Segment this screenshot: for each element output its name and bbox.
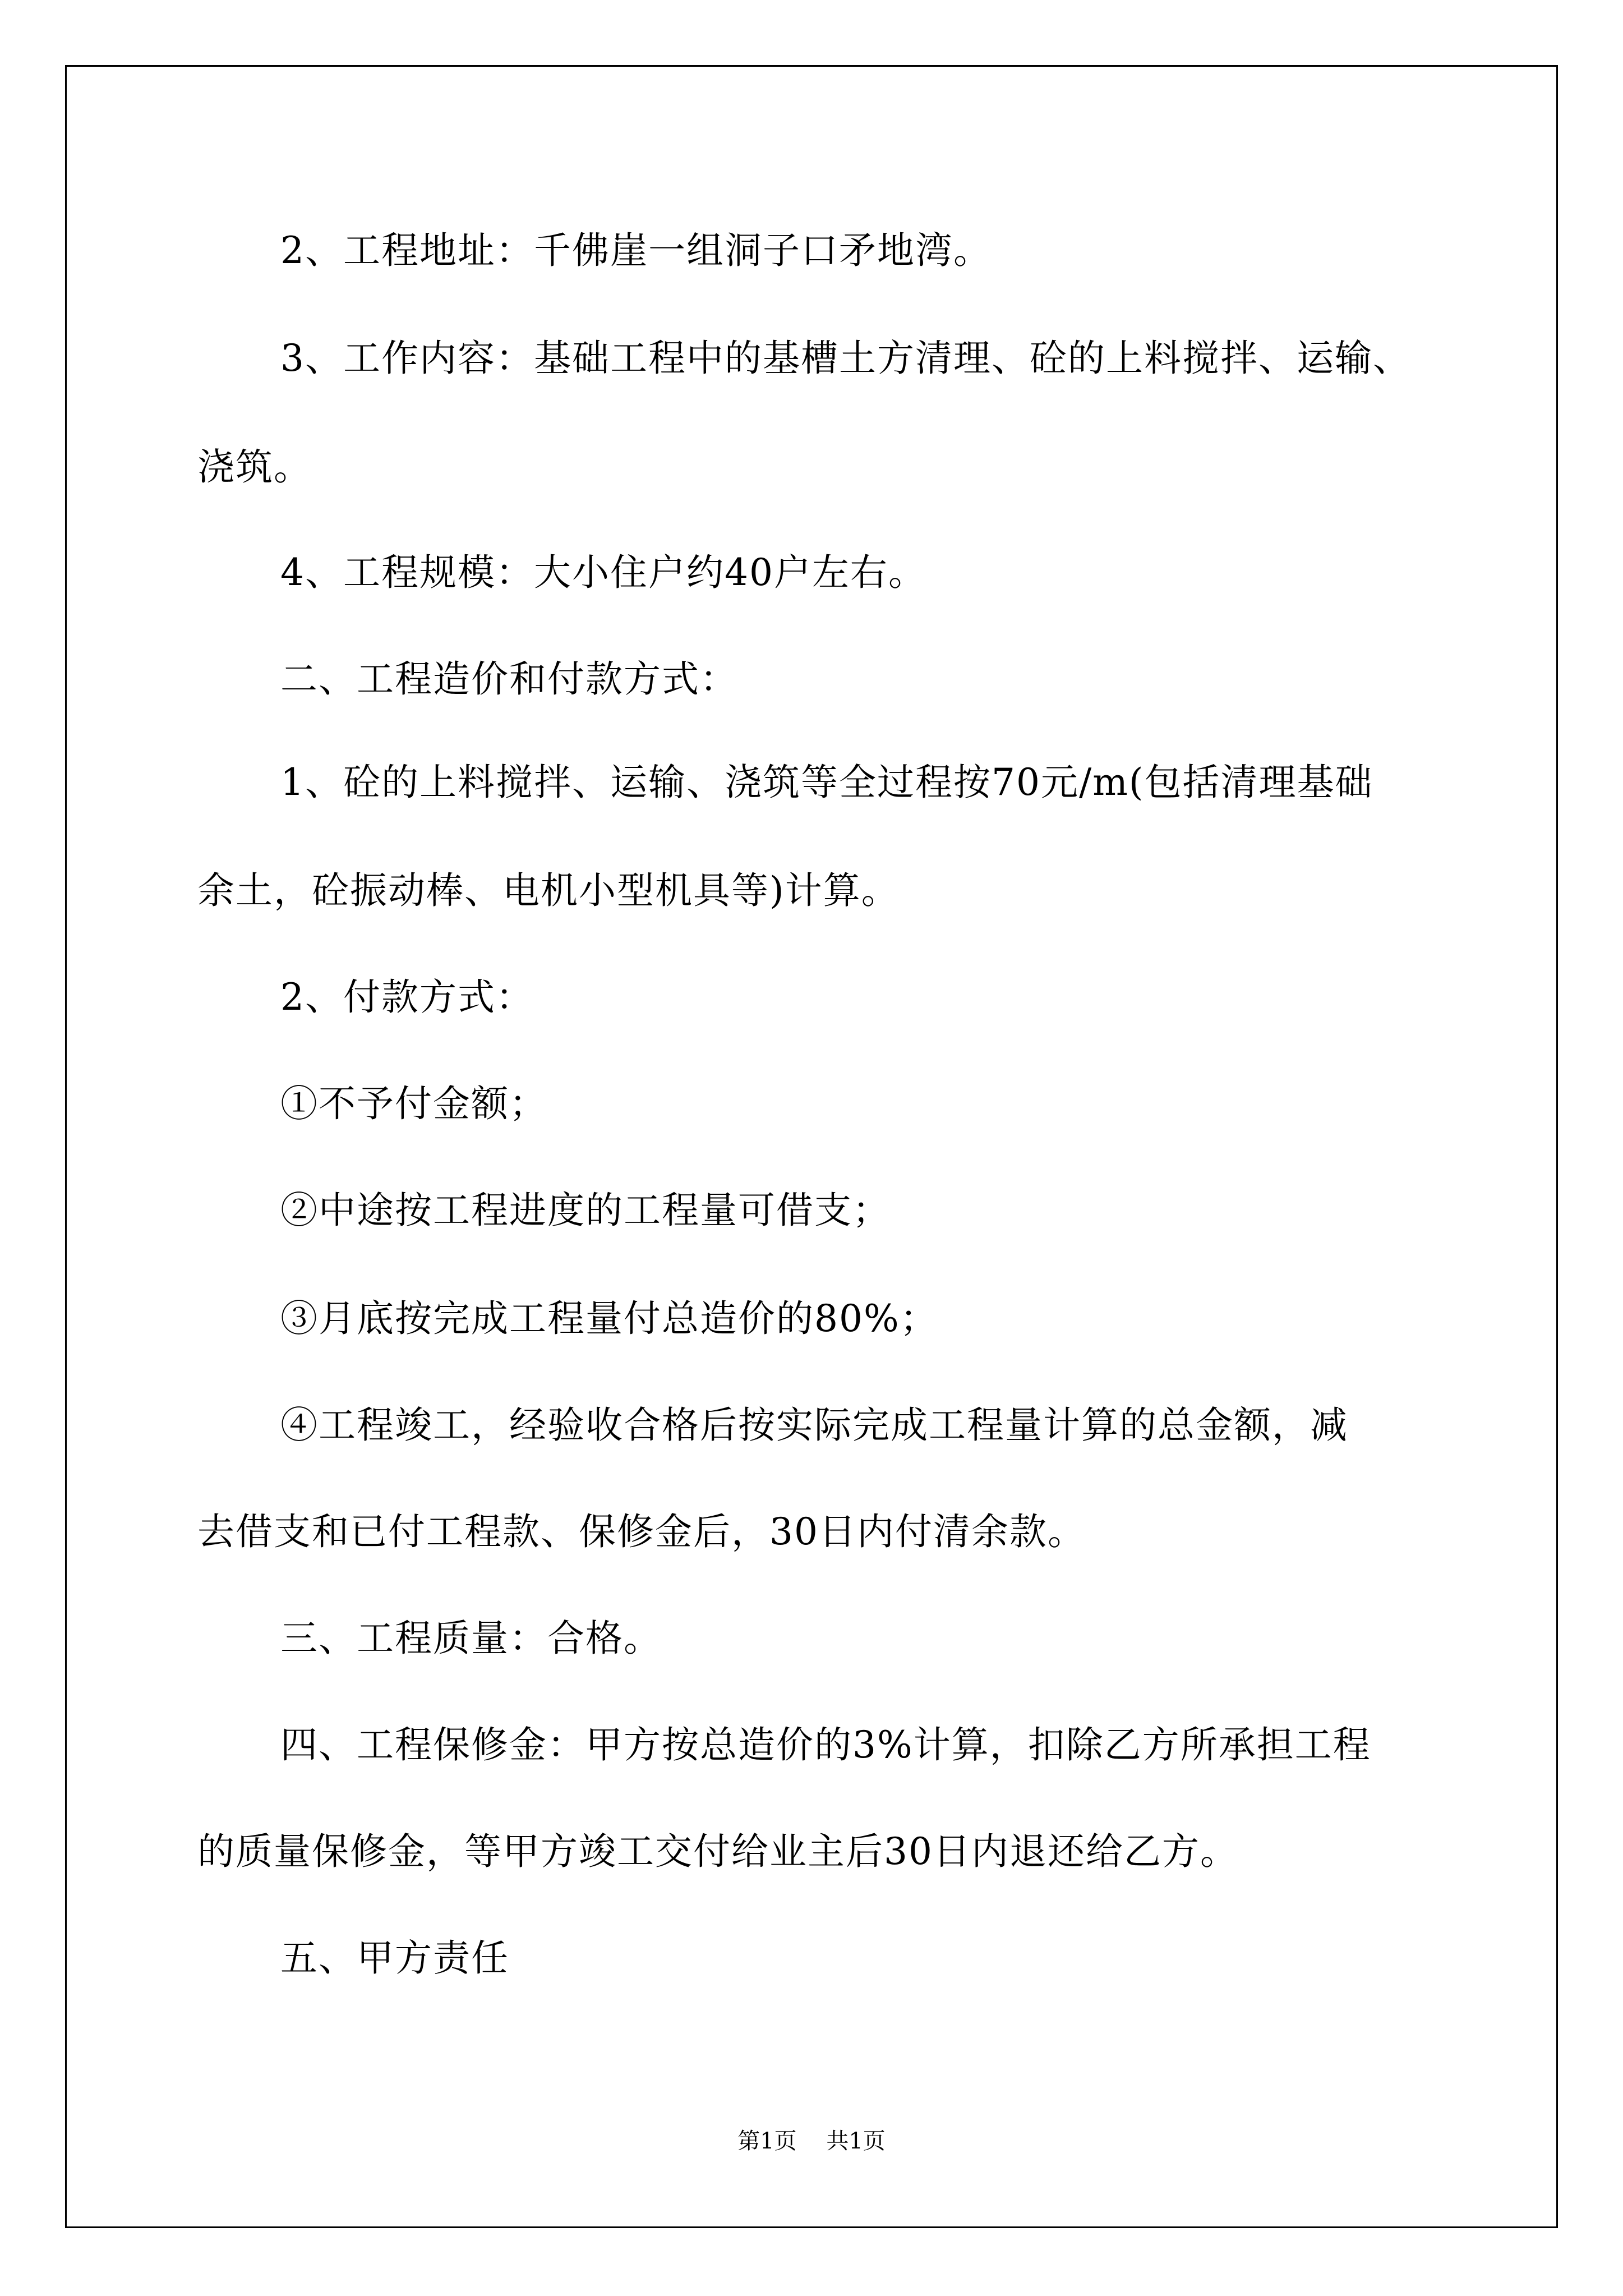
paragraph-line: 三、工程质量：合格。 bbox=[280, 1617, 662, 1660]
page-footer bbox=[0, 2130, 1623, 2152]
paragraph-line: 4、工程规模：大小住户约40户左右。 bbox=[280, 551, 926, 594]
paragraph-line: 1、砼的上料搅拌、运输、浇筑等全过程按70元/m(包括清理基础 bbox=[280, 761, 1373, 804]
page-border bbox=[65, 65, 1558, 2228]
paragraph-line: ③月底按完成工程量付总造价的80%； bbox=[280, 1297, 938, 1340]
paragraph-line: ②中途按工程进度的工程量可借支； bbox=[280, 1189, 891, 1232]
paragraph-line: ①不予付金额； bbox=[280, 1082, 547, 1125]
paragraph-line: 余土，砼振动棒、电机小型机具等)计算。 bbox=[197, 869, 900, 912]
paragraph-line: ④工程竣工，经验收合格后按实际完成工程量计算的总金额，减 bbox=[280, 1404, 1348, 1447]
paragraph-line: 的质量保修金，等甲方竣工交付给业主后30日内退还给乙方。 bbox=[197, 1830, 1238, 1873]
paragraph-line: 2、付款方式： bbox=[280, 976, 534, 1019]
paragraph-line: 浇筑。 bbox=[197, 445, 312, 489]
paragraph-line: 去借支和已付工程款、保修金后，30日内付清余款。 bbox=[197, 1510, 1086, 1553]
page-current: 第1页 bbox=[737, 2128, 797, 2154]
paragraph-line: 五、甲方责任 bbox=[280, 1936, 509, 1980]
paragraph-line: 2、工程地址：千佛崖一组洞子口矛地湾。 bbox=[280, 229, 992, 272]
paragraph-line: 四、工程保修金：甲方按总造价的3%计算，扣除乙方所承担工程 bbox=[280, 1723, 1371, 1766]
paragraph-line: 3、工作内容：基础工程中的基槽土方清理、砼的上料搅拌、运输、 bbox=[280, 337, 1411, 380]
paragraph-line: 二、工程造价和付款方式： bbox=[280, 657, 738, 701]
page-total: 共1页 bbox=[826, 2128, 886, 2154]
